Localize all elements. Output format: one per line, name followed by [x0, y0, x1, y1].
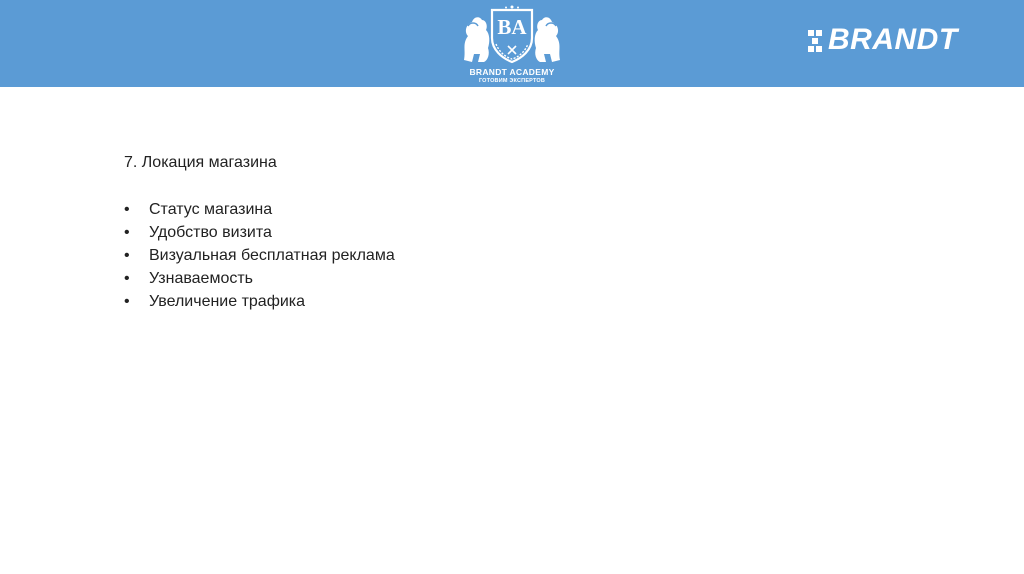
list-item-label: Удобство визита [149, 224, 272, 241]
list-item [124, 267, 724, 290]
crest-with-lions-icon [458, 4, 566, 66]
bullet-marker: • [124, 201, 130, 218]
academy-tagline: ГОТОВИМ ЭКСПЕРТОВ [478, 78, 546, 84]
bullet-marker: • [124, 293, 130, 310]
list-item-label: Статус магазина [149, 201, 273, 218]
header-bar [0, 0, 1024, 87]
crest-monogram: BA [497, 15, 527, 39]
list-item [124, 290, 724, 313]
list-item [124, 221, 724, 244]
academy-logo [458, 4, 566, 86]
bullet-list [124, 198, 724, 313]
brand-wordmark: BRANDT [828, 23, 958, 56]
list-item [124, 198, 724, 221]
academy-name: BRANDT ACADEMY [469, 67, 555, 77]
brand-logo [806, 23, 986, 56]
brandt-mark-icon [806, 30, 826, 52]
list-item [124, 244, 724, 267]
list-item-label: Визуальная бесплатная реклама [149, 247, 395, 264]
list-item-label: Увеличение трафика [149, 293, 306, 310]
section-title: 7. Локация магазина [124, 154, 277, 171]
bullet-marker: • [124, 224, 130, 241]
slide-content [124, 152, 724, 313]
bullet-marker: • [124, 270, 130, 287]
bullet-marker: • [124, 247, 130, 264]
list-item-label: Узнаваемость [149, 270, 254, 287]
